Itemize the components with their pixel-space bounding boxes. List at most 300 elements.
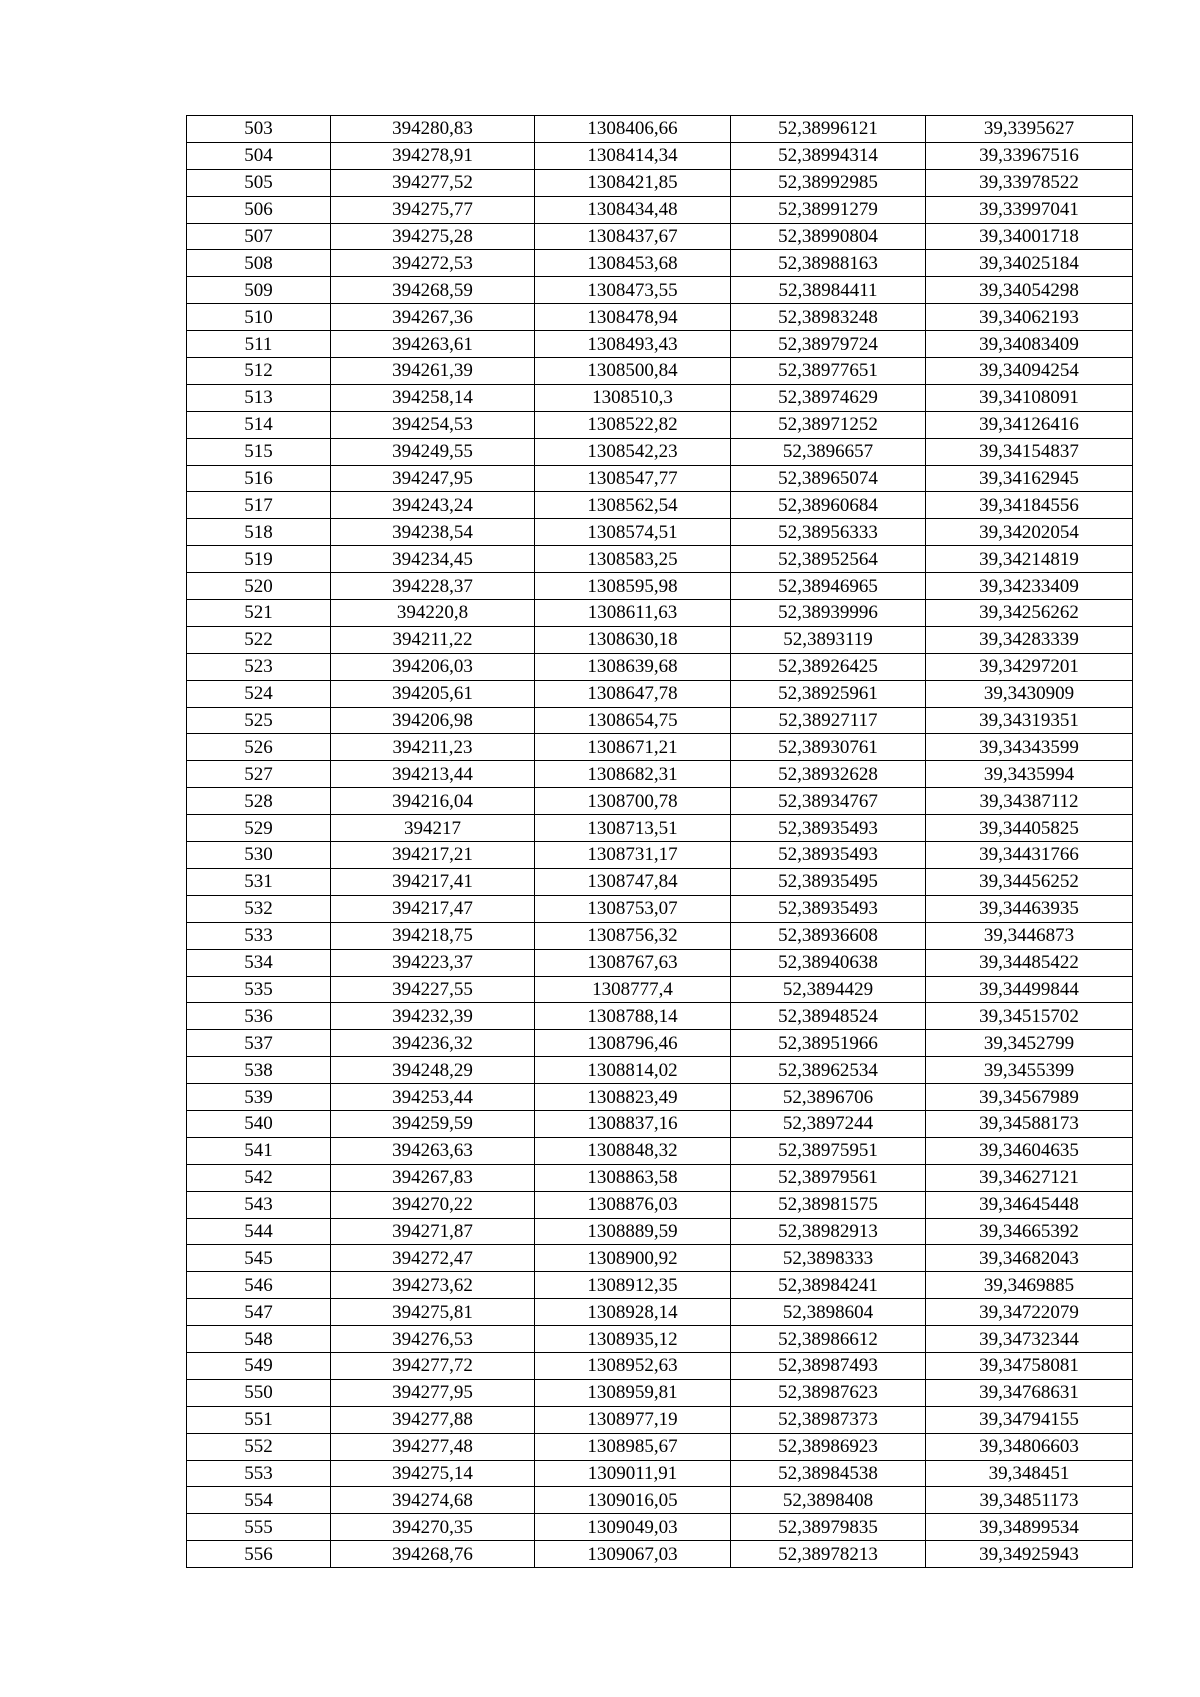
x-coordinate-cell: 394227,55	[331, 976, 535, 1003]
x-coordinate-cell: 394277,72	[331, 1352, 535, 1379]
latitude-cell: 52,38940638	[731, 949, 926, 976]
point-number-cell: 553	[187, 1460, 331, 1487]
y-coordinate-cell: 1308437,67	[535, 223, 731, 250]
longitude-cell: 39,34054298	[926, 277, 1133, 304]
point-number-cell: 531	[187, 868, 331, 895]
longitude-cell: 39,34567989	[926, 1084, 1133, 1111]
table-row	[187, 1299, 1133, 1326]
table-row	[187, 519, 1133, 546]
table-row	[187, 223, 1133, 250]
latitude-cell: 52,38956333	[731, 519, 926, 546]
point-number-cell: 511	[187, 331, 331, 358]
latitude-cell: 52,38986923	[731, 1433, 926, 1460]
point-number-cell: 503	[187, 116, 331, 143]
table-row	[187, 868, 1133, 895]
longitude-cell: 39,34665392	[926, 1218, 1133, 1245]
longitude-cell: 39,33967516	[926, 142, 1133, 169]
y-coordinate-cell: 1308814,02	[535, 1057, 731, 1084]
latitude-cell: 52,38994314	[731, 142, 926, 169]
y-coordinate-cell: 1308863,58	[535, 1164, 731, 1191]
latitude-cell: 52,38971252	[731, 411, 926, 438]
y-coordinate-cell: 1309016,05	[535, 1487, 731, 1514]
latitude-cell: 52,38935493	[731, 842, 926, 869]
longitude-cell: 39,34387112	[926, 788, 1133, 815]
latitude-cell: 52,38978213	[731, 1541, 926, 1568]
x-coordinate-cell: 394206,98	[331, 707, 535, 734]
longitude-cell: 39,34283339	[926, 626, 1133, 653]
longitude-cell: 39,34806603	[926, 1433, 1133, 1460]
x-coordinate-cell: 394218,75	[331, 922, 535, 949]
longitude-cell: 39,34001718	[926, 223, 1133, 250]
table-row	[187, 304, 1133, 331]
y-coordinate-cell: 1308493,43	[535, 331, 731, 358]
y-coordinate-cell: 1308654,75	[535, 707, 731, 734]
x-coordinate-cell: 394272,47	[331, 1245, 535, 1272]
latitude-cell: 52,38984538	[731, 1460, 926, 1487]
latitude-cell: 52,38927117	[731, 707, 926, 734]
latitude-cell: 52,38946965	[731, 573, 926, 600]
y-coordinate-cell: 1308977,19	[535, 1406, 731, 1433]
x-coordinate-cell: 394217,41	[331, 868, 535, 895]
y-coordinate-cell: 1308671,21	[535, 734, 731, 761]
point-number-cell: 509	[187, 277, 331, 304]
x-coordinate-cell: 394216,04	[331, 788, 535, 815]
point-number-cell: 514	[187, 411, 331, 438]
y-coordinate-cell: 1308414,34	[535, 142, 731, 169]
table-row	[187, 1191, 1133, 1218]
y-coordinate-cell: 1308837,16	[535, 1110, 731, 1137]
x-coordinate-cell: 394277,88	[331, 1406, 535, 1433]
y-coordinate-cell: 1309011,91	[535, 1460, 731, 1487]
x-coordinate-cell: 394268,59	[331, 277, 535, 304]
table-row	[187, 358, 1133, 385]
point-number-cell: 506	[187, 196, 331, 223]
point-number-cell: 512	[187, 358, 331, 385]
point-number-cell: 504	[187, 142, 331, 169]
x-coordinate-cell: 394277,52	[331, 169, 535, 196]
longitude-cell: 39,3455399	[926, 1057, 1133, 1084]
x-coordinate-cell: 394238,54	[331, 519, 535, 546]
x-coordinate-cell: 394268,76	[331, 1541, 535, 1568]
point-number-cell: 521	[187, 600, 331, 627]
latitude-cell: 52,38930761	[731, 734, 926, 761]
longitude-cell: 39,34233409	[926, 573, 1133, 600]
latitude-cell: 52,38979835	[731, 1514, 926, 1541]
point-number-cell: 530	[187, 842, 331, 869]
x-coordinate-cell: 394232,39	[331, 1003, 535, 1030]
y-coordinate-cell: 1308500,84	[535, 358, 731, 385]
point-number-cell: 547	[187, 1299, 331, 1326]
y-coordinate-cell: 1308747,84	[535, 868, 731, 895]
longitude-cell: 39,34202054	[926, 519, 1133, 546]
point-number-cell: 532	[187, 895, 331, 922]
point-number-cell: 517	[187, 492, 331, 519]
latitude-cell: 52,38992985	[731, 169, 926, 196]
x-coordinate-cell: 394217,47	[331, 895, 535, 922]
x-coordinate-cell: 394270,35	[331, 1514, 535, 1541]
x-coordinate-cell: 394275,28	[331, 223, 535, 250]
latitude-cell: 52,3896706	[731, 1084, 926, 1111]
longitude-cell: 39,34154837	[926, 438, 1133, 465]
x-coordinate-cell: 394271,87	[331, 1218, 535, 1245]
y-coordinate-cell: 1308583,25	[535, 546, 731, 573]
latitude-cell: 52,3898333	[731, 1245, 926, 1272]
x-coordinate-cell: 394277,48	[331, 1433, 535, 1460]
table-row	[187, 895, 1133, 922]
table-row	[187, 1030, 1133, 1057]
y-coordinate-cell: 1308823,49	[535, 1084, 731, 1111]
point-number-cell: 527	[187, 761, 331, 788]
point-number-cell: 515	[187, 438, 331, 465]
table-row	[187, 1487, 1133, 1514]
x-coordinate-cell: 394205,61	[331, 680, 535, 707]
point-number-cell: 522	[187, 626, 331, 653]
latitude-cell: 52,3894429	[731, 976, 926, 1003]
x-coordinate-cell: 394228,37	[331, 573, 535, 600]
latitude-cell: 52,38962534	[731, 1057, 926, 1084]
x-coordinate-cell: 394236,32	[331, 1030, 535, 1057]
longitude-cell: 39,34758081	[926, 1352, 1133, 1379]
longitude-cell: 39,34588173	[926, 1110, 1133, 1137]
point-number-cell: 543	[187, 1191, 331, 1218]
latitude-cell: 52,38988163	[731, 250, 926, 277]
table-row	[187, 1218, 1133, 1245]
x-coordinate-cell: 394223,37	[331, 949, 535, 976]
longitude-cell: 39,34431766	[926, 842, 1133, 869]
longitude-cell: 39,34463935	[926, 895, 1133, 922]
latitude-cell: 52,38926425	[731, 653, 926, 680]
latitude-cell: 52,38979561	[731, 1164, 926, 1191]
x-coordinate-cell: 394273,62	[331, 1272, 535, 1299]
table-row	[187, 546, 1133, 573]
longitude-cell: 39,34025184	[926, 250, 1133, 277]
point-number-cell: 537	[187, 1030, 331, 1057]
y-coordinate-cell: 1309067,03	[535, 1541, 731, 1568]
x-coordinate-cell: 394275,77	[331, 196, 535, 223]
table-row	[187, 788, 1133, 815]
point-number-cell: 550	[187, 1379, 331, 1406]
y-coordinate-cell: 1308767,63	[535, 949, 731, 976]
table-row	[187, 169, 1133, 196]
y-coordinate-cell: 1308542,23	[535, 438, 731, 465]
point-number-cell: 516	[187, 465, 331, 492]
table-row	[187, 1137, 1133, 1164]
point-number-cell: 551	[187, 1406, 331, 1433]
y-coordinate-cell: 1308912,35	[535, 1272, 731, 1299]
point-number-cell: 554	[187, 1487, 331, 1514]
latitude-cell: 52,38975951	[731, 1137, 926, 1164]
y-coordinate-cell: 1308756,32	[535, 922, 731, 949]
point-number-cell: 526	[187, 734, 331, 761]
x-coordinate-cell: 394280,83	[331, 116, 535, 143]
x-coordinate-cell: 394261,39	[331, 358, 535, 385]
longitude-cell: 39,34604635	[926, 1137, 1133, 1164]
x-coordinate-cell: 394267,36	[331, 304, 535, 331]
longitude-cell: 39,34162945	[926, 465, 1133, 492]
longitude-cell: 39,34108091	[926, 384, 1133, 411]
latitude-cell: 52,38948524	[731, 1003, 926, 1030]
table-row	[187, 949, 1133, 976]
longitude-cell: 39,34627121	[926, 1164, 1133, 1191]
latitude-cell: 52,3893119	[731, 626, 926, 653]
x-coordinate-cell: 394247,95	[331, 465, 535, 492]
latitude-cell: 52,38981575	[731, 1191, 926, 1218]
latitude-cell: 52,38984411	[731, 277, 926, 304]
point-number-cell: 533	[187, 922, 331, 949]
point-number-cell: 535	[187, 976, 331, 1003]
table-row	[187, 116, 1133, 143]
latitude-cell: 52,3896657	[731, 438, 926, 465]
table-row	[187, 653, 1133, 680]
point-number-cell: 546	[187, 1272, 331, 1299]
longitude-cell: 39,34214819	[926, 546, 1133, 573]
y-coordinate-cell: 1308985,67	[535, 1433, 731, 1460]
latitude-cell: 52,38932628	[731, 761, 926, 788]
latitude-cell: 52,38951966	[731, 1030, 926, 1057]
longitude-cell: 39,3430909	[926, 680, 1133, 707]
y-coordinate-cell: 1308700,78	[535, 788, 731, 815]
y-coordinate-cell: 1308848,32	[535, 1137, 731, 1164]
longitude-cell: 39,34722079	[926, 1299, 1133, 1326]
latitude-cell: 52,38936608	[731, 922, 926, 949]
table-row	[187, 842, 1133, 869]
point-number-cell: 528	[187, 788, 331, 815]
y-coordinate-cell: 1308876,03	[535, 1191, 731, 1218]
point-number-cell: 548	[187, 1326, 331, 1353]
table-row	[187, 1460, 1133, 1487]
point-number-cell: 539	[187, 1084, 331, 1111]
x-coordinate-cell: 394270,22	[331, 1191, 535, 1218]
point-number-cell: 540	[187, 1110, 331, 1137]
y-coordinate-cell: 1308510,3	[535, 384, 731, 411]
point-number-cell: 513	[187, 384, 331, 411]
x-coordinate-cell: 394217	[331, 815, 535, 842]
latitude-cell: 52,38935493	[731, 815, 926, 842]
y-coordinate-cell: 1308682,31	[535, 761, 731, 788]
latitude-cell: 52,3897244	[731, 1110, 926, 1137]
latitude-cell: 52,38934767	[731, 788, 926, 815]
table-row	[187, 1514, 1133, 1541]
coordinates-table	[186, 115, 1133, 1568]
latitude-cell: 52,38984241	[731, 1272, 926, 1299]
y-coordinate-cell: 1309049,03	[535, 1514, 731, 1541]
table-row	[187, 438, 1133, 465]
table-row	[187, 142, 1133, 169]
y-coordinate-cell: 1308777,4	[535, 976, 731, 1003]
x-coordinate-cell: 394211,22	[331, 626, 535, 653]
table-row	[187, 1164, 1133, 1191]
latitude-cell: 52,38986612	[731, 1326, 926, 1353]
latitude-cell: 52,38935493	[731, 895, 926, 922]
latitude-cell: 52,38974629	[731, 384, 926, 411]
latitude-cell: 52,38983248	[731, 304, 926, 331]
y-coordinate-cell: 1308639,68	[535, 653, 731, 680]
y-coordinate-cell: 1308952,63	[535, 1352, 731, 1379]
x-coordinate-cell: 394263,63	[331, 1137, 535, 1164]
x-coordinate-cell: 394254,53	[331, 411, 535, 438]
y-coordinate-cell: 1308959,81	[535, 1379, 731, 1406]
point-number-cell: 520	[187, 573, 331, 600]
point-number-cell: 524	[187, 680, 331, 707]
point-number-cell: 529	[187, 815, 331, 842]
point-number-cell: 542	[187, 1164, 331, 1191]
longitude-cell: 39,34126416	[926, 411, 1133, 438]
longitude-cell: 39,3469885	[926, 1272, 1133, 1299]
table-row	[187, 277, 1133, 304]
longitude-cell: 39,3446873	[926, 922, 1133, 949]
longitude-cell: 39,3395627	[926, 116, 1133, 143]
longitude-cell: 39,34485422	[926, 949, 1133, 976]
x-coordinate-cell: 394276,53	[331, 1326, 535, 1353]
table-row	[187, 734, 1133, 761]
y-coordinate-cell: 1308453,68	[535, 250, 731, 277]
latitude-cell: 52,38987373	[731, 1406, 926, 1433]
latitude-cell: 52,38977651	[731, 358, 926, 385]
y-coordinate-cell: 1308595,98	[535, 573, 731, 600]
longitude-cell: 39,34515702	[926, 1003, 1133, 1030]
y-coordinate-cell: 1308647,78	[535, 680, 731, 707]
point-number-cell: 519	[187, 546, 331, 573]
longitude-cell: 39,34319351	[926, 707, 1133, 734]
y-coordinate-cell: 1308522,82	[535, 411, 731, 438]
table-row	[187, 626, 1133, 653]
table-row	[187, 815, 1133, 842]
y-coordinate-cell: 1308889,59	[535, 1218, 731, 1245]
x-coordinate-cell: 394211,23	[331, 734, 535, 761]
y-coordinate-cell: 1308900,92	[535, 1245, 731, 1272]
x-coordinate-cell: 394243,24	[331, 492, 535, 519]
longitude-cell: 39,34456252	[926, 868, 1133, 895]
x-coordinate-cell: 394249,55	[331, 438, 535, 465]
x-coordinate-cell: 394272,53	[331, 250, 535, 277]
table-row	[187, 1406, 1133, 1433]
y-coordinate-cell: 1308547,77	[535, 465, 731, 492]
x-coordinate-cell: 394277,95	[331, 1379, 535, 1406]
point-number-cell: 549	[187, 1352, 331, 1379]
longitude-cell: 39,34645448	[926, 1191, 1133, 1218]
latitude-cell: 52,38935495	[731, 868, 926, 895]
table-row	[187, 1272, 1133, 1299]
x-coordinate-cell: 394206,03	[331, 653, 535, 680]
table-row	[187, 1541, 1133, 1568]
y-coordinate-cell: 1308406,66	[535, 116, 731, 143]
table-row	[187, 922, 1133, 949]
table-row	[187, 1245, 1133, 1272]
longitude-cell: 39,34297201	[926, 653, 1133, 680]
longitude-cell: 39,34851173	[926, 1487, 1133, 1514]
longitude-cell: 39,33997041	[926, 196, 1133, 223]
longitude-cell: 39,34768631	[926, 1379, 1133, 1406]
x-coordinate-cell: 394248,29	[331, 1057, 535, 1084]
longitude-cell: 39,348451	[926, 1460, 1133, 1487]
table-row	[187, 573, 1133, 600]
table-row	[187, 1003, 1133, 1030]
table-row	[187, 707, 1133, 734]
longitude-cell: 39,34682043	[926, 1245, 1133, 1272]
longitude-cell: 39,3452799	[926, 1030, 1133, 1057]
longitude-cell: 39,34499844	[926, 976, 1133, 1003]
y-coordinate-cell: 1308574,51	[535, 519, 731, 546]
y-coordinate-cell: 1308478,94	[535, 304, 731, 331]
point-number-cell: 505	[187, 169, 331, 196]
point-number-cell: 523	[187, 653, 331, 680]
point-number-cell: 555	[187, 1514, 331, 1541]
table-row	[187, 976, 1133, 1003]
longitude-cell: 39,34094254	[926, 358, 1133, 385]
latitude-cell: 52,38990804	[731, 223, 926, 250]
latitude-cell: 52,38987623	[731, 1379, 926, 1406]
table-row	[187, 680, 1133, 707]
x-coordinate-cell: 394274,68	[331, 1487, 535, 1514]
table-row	[187, 600, 1133, 627]
y-coordinate-cell: 1308562,54	[535, 492, 731, 519]
x-coordinate-cell: 394263,61	[331, 331, 535, 358]
latitude-cell: 52,38996121	[731, 116, 926, 143]
table-row	[187, 1352, 1133, 1379]
y-coordinate-cell: 1308611,63	[535, 600, 731, 627]
latitude-cell: 52,38925961	[731, 680, 926, 707]
table-row	[187, 1057, 1133, 1084]
table-row	[187, 331, 1133, 358]
table-row	[187, 1326, 1133, 1353]
x-coordinate-cell: 394278,91	[331, 142, 535, 169]
latitude-cell: 52,38987493	[731, 1352, 926, 1379]
table-row	[187, 492, 1133, 519]
point-number-cell: 525	[187, 707, 331, 734]
table-row	[187, 761, 1133, 788]
point-number-cell: 510	[187, 304, 331, 331]
y-coordinate-cell: 1308434,48	[535, 196, 731, 223]
latitude-cell: 52,38991279	[731, 196, 926, 223]
x-coordinate-cell: 394234,45	[331, 546, 535, 573]
longitude-cell: 39,34343599	[926, 734, 1133, 761]
longitude-cell: 39,34256262	[926, 600, 1133, 627]
point-number-cell: 552	[187, 1433, 331, 1460]
latitude-cell: 52,38965074	[731, 465, 926, 492]
table-row	[187, 384, 1133, 411]
longitude-cell: 39,34405825	[926, 815, 1133, 842]
point-number-cell: 556	[187, 1541, 331, 1568]
x-coordinate-cell: 394213,44	[331, 761, 535, 788]
table-row	[187, 1084, 1133, 1111]
table-row	[187, 465, 1133, 492]
y-coordinate-cell: 1308935,12	[535, 1326, 731, 1353]
y-coordinate-cell: 1308731,17	[535, 842, 731, 869]
x-coordinate-cell: 394275,81	[331, 1299, 535, 1326]
y-coordinate-cell: 1308753,07	[535, 895, 731, 922]
y-coordinate-cell: 1308796,46	[535, 1030, 731, 1057]
coordinates-table-body	[187, 116, 1133, 1568]
longitude-cell: 39,34899534	[926, 1514, 1133, 1541]
longitude-cell: 39,34062193	[926, 304, 1133, 331]
point-number-cell: 545	[187, 1245, 331, 1272]
table-row	[187, 411, 1133, 438]
longitude-cell: 39,34794155	[926, 1406, 1133, 1433]
point-number-cell: 518	[187, 519, 331, 546]
x-coordinate-cell: 394259,59	[331, 1110, 535, 1137]
point-number-cell: 541	[187, 1137, 331, 1164]
table-row	[187, 1110, 1133, 1137]
latitude-cell: 52,38982913	[731, 1218, 926, 1245]
y-coordinate-cell: 1308473,55	[535, 277, 731, 304]
point-number-cell: 534	[187, 949, 331, 976]
longitude-cell: 39,34184556	[926, 492, 1133, 519]
table-row	[187, 250, 1133, 277]
latitude-cell: 52,38960684	[731, 492, 926, 519]
latitude-cell: 52,3898604	[731, 1299, 926, 1326]
y-coordinate-cell: 1308630,18	[535, 626, 731, 653]
table-row	[187, 1379, 1133, 1406]
